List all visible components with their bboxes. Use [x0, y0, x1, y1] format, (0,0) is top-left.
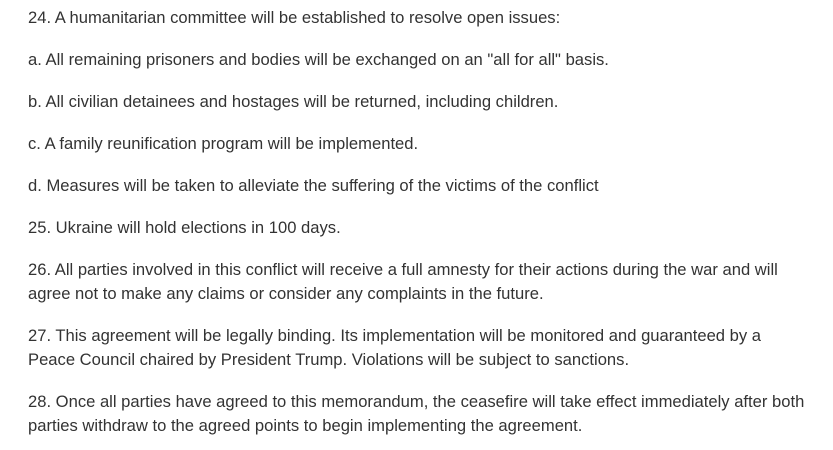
paragraph-27: 27. This agreement will be legally binding. Its implementation will be monitored and guaranteed by a Peace Council chaired by President Trump. Violations will be subject to sanctions. [28, 326, 762, 369]
paragraph-24d: d. Measures will be taken to alleviate the suffering of the victims of the conflict [28, 176, 599, 195]
paragraph-24c: c. A family reunification program will be implemented. [28, 134, 419, 153]
paragraph-26: 26. All parties involved in this conflict will receive a full amnesty for their actions during the war and will agree not to make any claims or consider any complaints in the future. [28, 260, 778, 303]
paragraph-28: 28. Once all parties have agreed to this memorandum, the ceasefire will take effect immediately after both parties withdraw to the agreed points to begin implementing the agreement. [28, 392, 805, 435]
paragraph-24b: b. All civilian detainees and hostages will be returned, including children. [28, 92, 559, 111]
paragraph-24a: a. All remaining prisoners and bodies will be exchanged on an "all for all" basis. [28, 50, 609, 69]
paragraph-25: 25. Ukraine will hold elections in 100 days. [28, 218, 341, 237]
paragraph-24: 24. A humanitarian committee will be established to resolve open issues: [28, 8, 561, 27]
